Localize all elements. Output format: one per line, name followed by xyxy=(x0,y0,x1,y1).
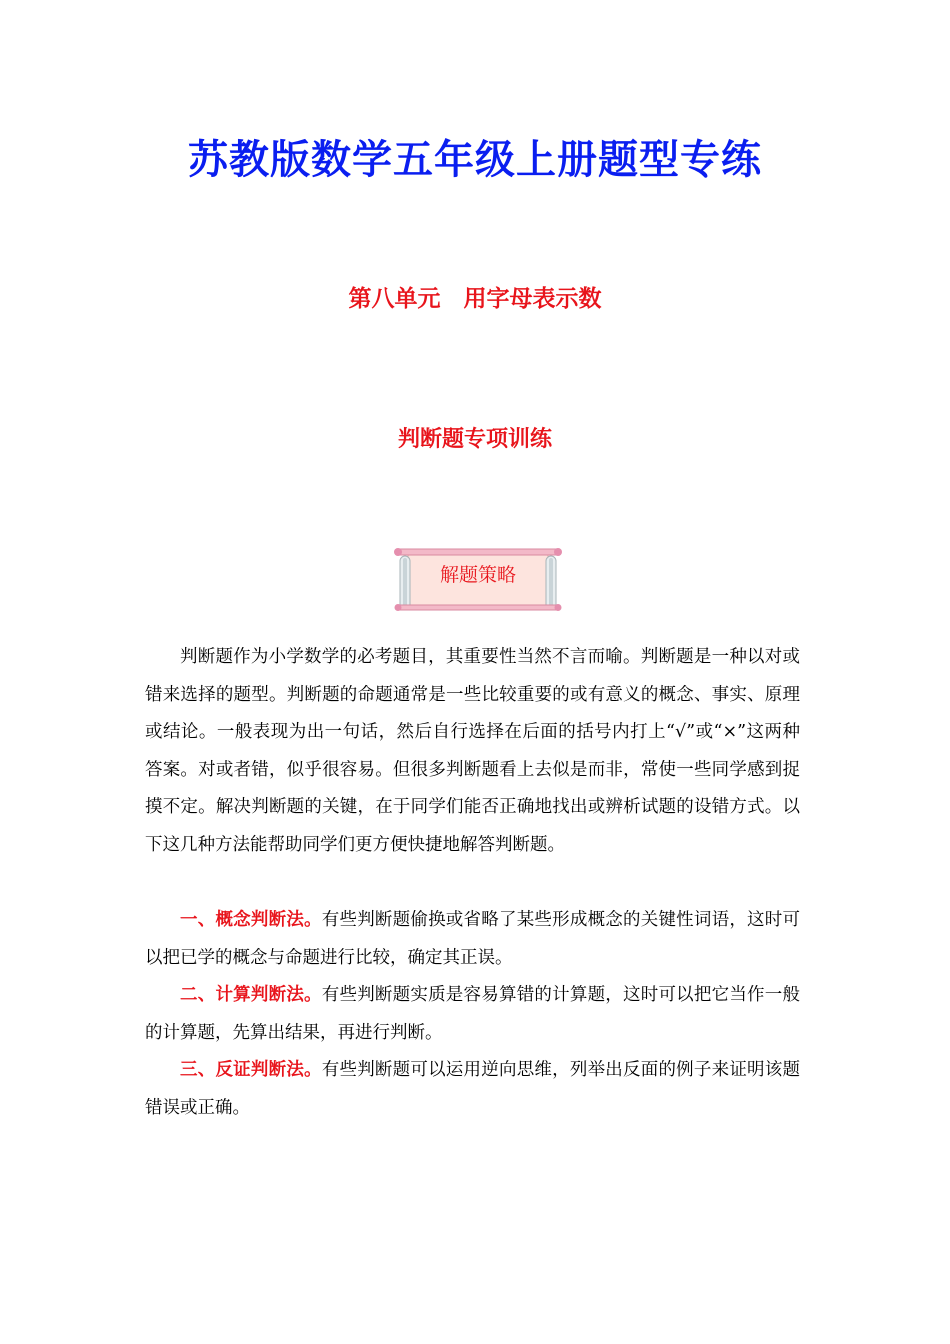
method-text: 有些判断题实质是容易算错的计算题，这时可以把它当作一般的计算题，先算出结果，再进行判断。 xyxy=(145,985,800,1043)
section-subtitle: 判断题专项训练 xyxy=(397,427,552,452)
method-title: 二、计算判断法。 xyxy=(180,985,322,1005)
method-paragraph-counterexample xyxy=(145,1052,800,1127)
strategy-scroll-banner xyxy=(392,546,564,614)
method-title: 三、反证判断法。 xyxy=(180,1060,322,1080)
method-paragraph-concept xyxy=(145,902,800,977)
method-title: 一、概念判断法。 xyxy=(180,910,322,930)
document-title: 苏教版数学五年级上册题型专练 xyxy=(188,136,762,183)
intro-text: 判断题作为小学数学的必考题目，其重要性当然不言而喻。判断题是一种以对或错来选择的题型。判断题的命题通常是一些比较重要的或有意义的概念、事实、原理或结论。一般表现为出一句话，然后自行选择在后面的括号内打上“√”或“×”这两种答案。对或者错，似乎很容易。但很多判断题看上去似是而非，常使一些同学感到捉摸不定。解决判断题的关键，在于同学们能否正确地找出或辨析试题的设错方式。以下这几种方法能帮助同学们更方便快捷地解答判断题。 xyxy=(145,647,800,855)
method-paragraph-calculation xyxy=(145,977,800,1052)
scroll-label: 解题策略 xyxy=(439,564,516,586)
method-text: 有些判断题可以运用逆向思维，列举出反面的例子来证明该题错误或正确。 xyxy=(145,1060,800,1118)
intro-paragraph xyxy=(145,639,800,864)
method-text: 有些判断题偷换或省略了某些形成概念的关键性词语，这时可以把已学的概念与命题进行比较，确定其正误。 xyxy=(145,910,800,968)
unit-heading: 第八单元 用字母表示数 xyxy=(348,286,602,312)
